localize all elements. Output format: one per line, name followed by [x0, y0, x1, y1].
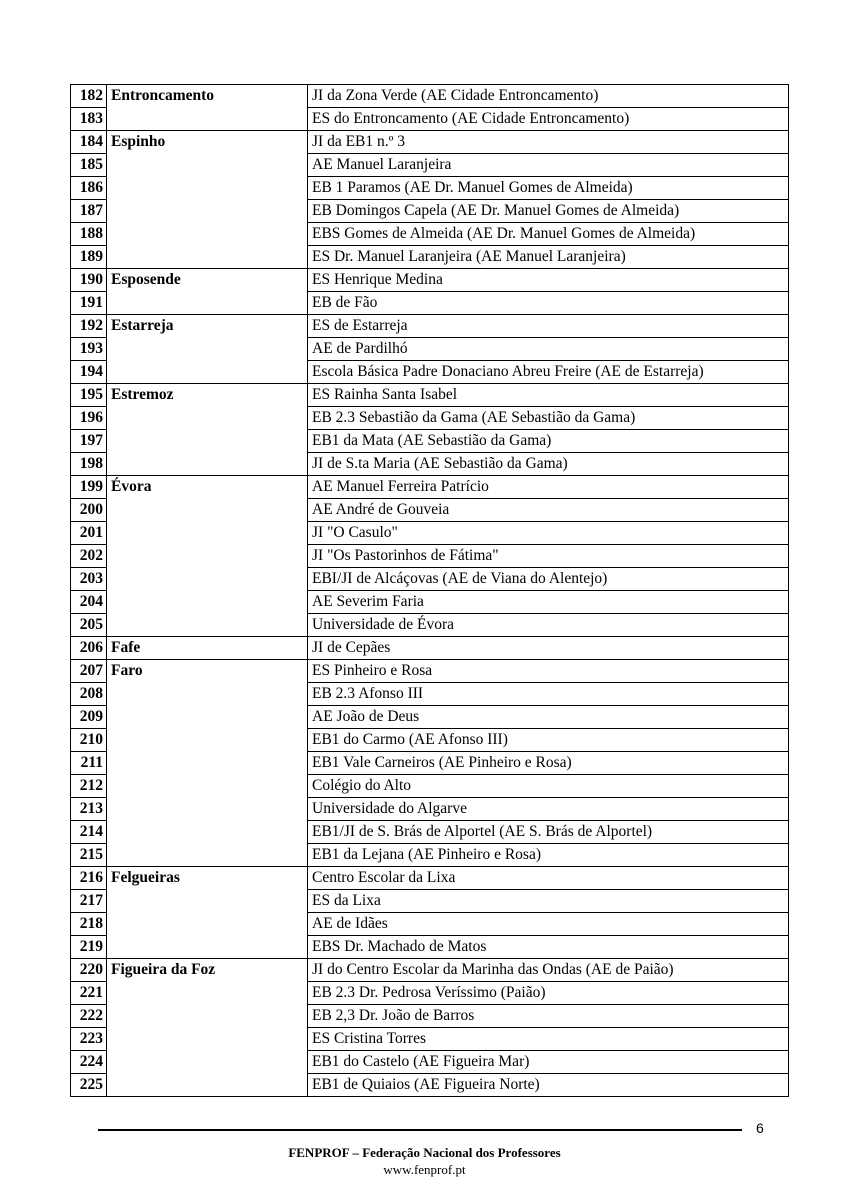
- school-cell: EB 2,3 Dr. João de Barros: [308, 1005, 789, 1028]
- municipality-cell: Esposende: [107, 269, 308, 292]
- municipality-cell: Espinho: [107, 131, 308, 154]
- municipality-cell: [107, 913, 308, 936]
- row-number: 199: [71, 476, 107, 499]
- footer-url: www.fenprof.pt: [383, 1162, 466, 1177]
- table-row: [71, 798, 789, 821]
- municipality-cell: Évora: [107, 476, 308, 499]
- table-row: [71, 315, 789, 338]
- row-number: 193: [71, 338, 107, 361]
- table-row: [71, 660, 789, 683]
- municipality-cell: [107, 1028, 308, 1051]
- table-row: [71, 867, 789, 890]
- table-row: [71, 430, 789, 453]
- row-number: 202: [71, 545, 107, 568]
- municipality-cell: [107, 568, 308, 591]
- table-row: [71, 407, 789, 430]
- school-cell: EBS Gomes de Almeida (AE Dr. Manuel Gomes de Almeida): [308, 223, 789, 246]
- municipality-cell: [107, 545, 308, 568]
- row-number: 213: [71, 798, 107, 821]
- municipality-cell: [107, 177, 308, 200]
- school-cell: JI do Centro Escolar da Marinha das Ondas (AE de Paião): [308, 959, 789, 982]
- table-row: [71, 1005, 789, 1028]
- table-row: [71, 890, 789, 913]
- school-cell: JI de S.ta Maria (AE Sebastião da Gama): [308, 453, 789, 476]
- footer-organization: FENPROF – Federação Nacional dos Professores: [288, 1145, 561, 1160]
- row-number: 210: [71, 729, 107, 752]
- row-number: 212: [71, 775, 107, 798]
- row-number: 218: [71, 913, 107, 936]
- row-number: 201: [71, 522, 107, 545]
- table-row: [71, 223, 789, 246]
- municipality-cell: [107, 453, 308, 476]
- school-cell: EB 2.3 Sebastião da Gama (AE Sebastião da Gama): [308, 407, 789, 430]
- municipality-cell: [107, 499, 308, 522]
- row-number: 225: [71, 1074, 107, 1097]
- row-number: 195: [71, 384, 107, 407]
- municipality-cell: [107, 936, 308, 959]
- table-row: [71, 775, 789, 798]
- school-cell: JI de Cepães: [308, 637, 789, 660]
- municipality-cell: [107, 982, 308, 1005]
- school-cell: JI "O Casulo": [308, 522, 789, 545]
- row-number: 200: [71, 499, 107, 522]
- school-cell: EB 2.3 Afonso III: [308, 683, 789, 706]
- municipality-cell: [107, 246, 308, 269]
- row-number: 221: [71, 982, 107, 1005]
- row-number: 215: [71, 844, 107, 867]
- footer-divider: [98, 1129, 742, 1131]
- row-number: 204: [71, 591, 107, 614]
- schools-table-body: [71, 85, 789, 1097]
- table-row: [71, 177, 789, 200]
- school-cell: Universidade do Algarve: [308, 798, 789, 821]
- table-row: [71, 200, 789, 223]
- school-cell: EB1 da Lejana (AE Pinheiro e Rosa): [308, 844, 789, 867]
- municipality-cell: [107, 430, 308, 453]
- school-cell: ES Cristina Torres: [308, 1028, 789, 1051]
- row-number: 208: [71, 683, 107, 706]
- school-cell: ES da Lixa: [308, 890, 789, 913]
- schools-table: [70, 84, 789, 1097]
- municipality-cell: [107, 292, 308, 315]
- table-row: [71, 545, 789, 568]
- municipality-cell: [107, 591, 308, 614]
- table-row: [71, 338, 789, 361]
- row-number: 219: [71, 936, 107, 959]
- row-number: 188: [71, 223, 107, 246]
- municipality-cell: Felgueiras: [107, 867, 308, 890]
- table-row: [71, 85, 789, 108]
- table-row: [71, 936, 789, 959]
- municipality-cell: [107, 1074, 308, 1097]
- municipality-cell: [107, 1051, 308, 1074]
- row-number: 185: [71, 154, 107, 177]
- school-cell: EB Domingos Capela (AE Dr. Manuel Gomes de Almeida): [308, 200, 789, 223]
- municipality-cell: [107, 154, 308, 177]
- table-row: [71, 1074, 789, 1097]
- table-row: [71, 913, 789, 936]
- school-cell: AE de Idães: [308, 913, 789, 936]
- table-row: [71, 1051, 789, 1074]
- table-row: [71, 522, 789, 545]
- municipality-cell: [107, 522, 308, 545]
- school-cell: JI "Os Pastorinhos de Fátima": [308, 545, 789, 568]
- municipality-cell: Estremoz: [107, 384, 308, 407]
- row-number: 182: [71, 85, 107, 108]
- municipality-cell: Faro: [107, 660, 308, 683]
- table-row: [71, 683, 789, 706]
- municipality-cell: [107, 798, 308, 821]
- row-number: 192: [71, 315, 107, 338]
- school-cell: ES do Entroncamento (AE Cidade Entroncamento): [308, 108, 789, 131]
- municipality-cell: [107, 407, 308, 430]
- row-number: 191: [71, 292, 107, 315]
- row-number: 207: [71, 660, 107, 683]
- row-number: 222: [71, 1005, 107, 1028]
- row-number: 205: [71, 614, 107, 637]
- school-cell: AE Manuel Laranjeira: [308, 154, 789, 177]
- school-cell: Centro Escolar da Lixa: [308, 867, 789, 890]
- municipality-cell: Entroncamento: [107, 85, 308, 108]
- row-number: 198: [71, 453, 107, 476]
- school-cell: Escola Básica Padre Donaciano Abreu Freire (AE de Estarreja): [308, 361, 789, 384]
- municipality-cell: [107, 890, 308, 913]
- row-number: 223: [71, 1028, 107, 1051]
- municipality-cell: [107, 200, 308, 223]
- school-cell: ES Pinheiro e Rosa: [308, 660, 789, 683]
- school-cell: EB 2.3 Dr. Pedrosa Veríssimo (Paião): [308, 982, 789, 1005]
- school-cell: JI da EB1 n.º 3: [308, 131, 789, 154]
- table-row: [71, 476, 789, 499]
- row-number: 189: [71, 246, 107, 269]
- school-cell: EBS Dr. Machado de Matos: [308, 936, 789, 959]
- table-row: [71, 292, 789, 315]
- table-row: [71, 706, 789, 729]
- school-cell: ES Dr. Manuel Laranjeira (AE Manuel Laranjeira): [308, 246, 789, 269]
- school-cell: ES Rainha Santa Isabel: [308, 384, 789, 407]
- school-cell: EB1 do Carmo (AE Afonso III): [308, 729, 789, 752]
- row-number: 209: [71, 706, 107, 729]
- school-cell: Universidade de Évora: [308, 614, 789, 637]
- municipality-cell: [107, 706, 308, 729]
- table-row: [71, 154, 789, 177]
- municipality-cell: [107, 1005, 308, 1028]
- municipality-cell: Fafe: [107, 637, 308, 660]
- table-row: [71, 729, 789, 752]
- row-number: 214: [71, 821, 107, 844]
- school-cell: EB 1 Paramos (AE Dr. Manuel Gomes de Almeida): [308, 177, 789, 200]
- municipality-cell: [107, 614, 308, 637]
- table-row: [71, 384, 789, 407]
- school-cell: ES Henrique Medina: [308, 269, 789, 292]
- table-row: [71, 453, 789, 476]
- row-number: 183: [71, 108, 107, 131]
- municipality-cell: [107, 752, 308, 775]
- municipality-cell: [107, 338, 308, 361]
- municipality-cell: [107, 223, 308, 246]
- municipality-cell: Estarreja: [107, 315, 308, 338]
- table-row: [71, 246, 789, 269]
- table-row: [71, 637, 789, 660]
- table-row: [71, 821, 789, 844]
- school-cell: AE André de Gouveia: [308, 499, 789, 522]
- page-number: 6: [756, 1120, 764, 1136]
- row-number: 186: [71, 177, 107, 200]
- table-row: [71, 982, 789, 1005]
- municipality-cell: Figueira da Foz: [107, 959, 308, 982]
- municipality-cell: [107, 361, 308, 384]
- table-row: [71, 361, 789, 384]
- school-cell: EB1 de Quiaios (AE Figueira Norte): [308, 1074, 789, 1097]
- table-row: [71, 568, 789, 591]
- school-cell: AE João de Deus: [308, 706, 789, 729]
- table-row: [71, 591, 789, 614]
- table-row: [71, 614, 789, 637]
- table-row: [71, 752, 789, 775]
- row-number: 187: [71, 200, 107, 223]
- row-number: 224: [71, 1051, 107, 1074]
- school-cell: EB1/JI de S. Brás de Alportel (AE S. Brás de Alportel): [308, 821, 789, 844]
- row-number: 197: [71, 430, 107, 453]
- table-row: [71, 499, 789, 522]
- school-cell: EB1 da Mata (AE Sebastião da Gama): [308, 430, 789, 453]
- row-number: 220: [71, 959, 107, 982]
- school-cell: JI da Zona Verde (AE Cidade Entroncamento): [308, 85, 789, 108]
- table-row: [71, 131, 789, 154]
- row-number: 184: [71, 131, 107, 154]
- table-row: [71, 269, 789, 292]
- school-cell: ES de Estarreja: [308, 315, 789, 338]
- row-number: 217: [71, 890, 107, 913]
- school-cell: EB1 Vale Carneiros (AE Pinheiro e Rosa): [308, 752, 789, 775]
- school-cell: EBI/JI de Alcáçovas (AE de Viana do Alentejo): [308, 568, 789, 591]
- row-number: 216: [71, 867, 107, 890]
- school-cell: Colégio do Alto: [308, 775, 789, 798]
- row-number: 211: [71, 752, 107, 775]
- table-row: [71, 844, 789, 867]
- school-cell: AE Severim Faria: [308, 591, 789, 614]
- school-cell: EB1 do Castelo (AE Figueira Mar): [308, 1051, 789, 1074]
- municipality-cell: [107, 108, 308, 131]
- table-row: [71, 108, 789, 131]
- table-row: [71, 1028, 789, 1051]
- table-row: [71, 959, 789, 982]
- municipality-cell: [107, 775, 308, 798]
- row-number: 206: [71, 637, 107, 660]
- row-number: 196: [71, 407, 107, 430]
- row-number: 194: [71, 361, 107, 384]
- row-number: 203: [71, 568, 107, 591]
- school-cell: EB de Fão: [308, 292, 789, 315]
- row-number: 190: [71, 269, 107, 292]
- school-cell: AE de Pardilhó: [308, 338, 789, 361]
- municipality-cell: [107, 683, 308, 706]
- municipality-cell: [107, 844, 308, 867]
- municipality-cell: [107, 821, 308, 844]
- municipality-cell: [107, 729, 308, 752]
- school-cell: AE Manuel Ferreira Patrício: [308, 476, 789, 499]
